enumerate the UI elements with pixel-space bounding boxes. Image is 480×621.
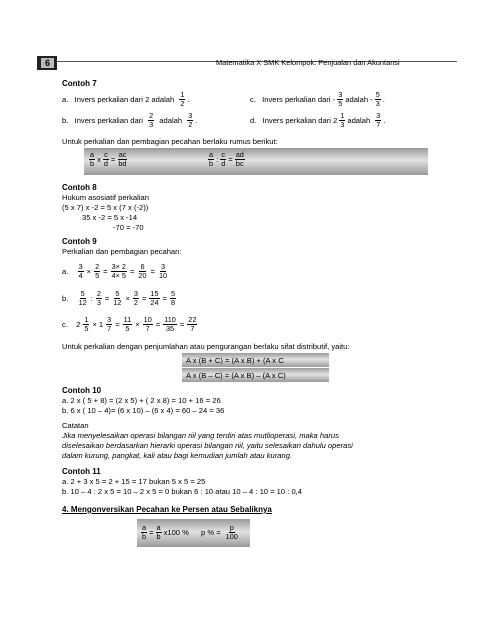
ex11-b: b. 10 – 4 : 2 x 5 = 10 – 2 x 5 = 0 bukan 6 : 10 atau 10 – 4 : 10 = 10 : 0,4: [62, 487, 303, 496]
ex11-title: Contoh 11: [62, 467, 101, 476]
ex7-title: Contoh 7: [62, 79, 97, 88]
formula-box: [84, 148, 428, 175]
label: a.: [62, 95, 69, 104]
ex8-line2: 35 x -2 = 5 x -14: [82, 213, 138, 222]
ex7-b: b. Invers perkalian dari $\frac{2}{3}$ adalah $\frac{3}{2}$ .: [62, 111, 198, 129]
running-title: Matematika X SMK Kelompok: Penjualan dan Akuntansi: [216, 58, 400, 67]
ex8-subtitle: Hukum asosiatif perkalian: [62, 193, 149, 202]
div-formula: $\frac{a}{b}$ : $\frac{c}{d}$ = $\frac{ad}{bc}$: [209, 150, 244, 168]
text: Invers perkalian dari 2 adalah: [74, 95, 175, 104]
page-number: 6: [41, 58, 54, 68]
section-4-heading: 4. Mengonversikan Pecahan ke Persen atau Sebaliknya: [62, 505, 272, 514]
percent-formula-2: p % = $\frac{p}{100}$: [201, 523, 238, 541]
note-line-2: diselesaikan berdasarkan hierarki operasi bilangan riil, yaitu selesaikan dahulu operasi: [62, 441, 353, 450]
fraction: $\frac{3}{7}$: [376, 111, 381, 129]
fraction: $\frac{3}{5}$: [338, 90, 343, 108]
ex11-a: a. 2 + 3 x 5 = 2 + 15 = 17 bukan 5 x 5 = 25: [62, 477, 206, 486]
note-title: Catatan: [62, 421, 89, 430]
percent-formula-1: $\frac{a}{b}$ = $\frac{a}{b}$ x100 %: [142, 523, 189, 541]
ex10-a: a. 2 x ( 5 + 8) = (2 x 5) + ( 2 x 8) = 10 + 16 = 26: [62, 396, 221, 405]
fraction: $\frac{5}{3}$: [375, 90, 380, 108]
ex9-b: b. $\frac{5}{12}$ : $\frac{2}{3}$ = $\frac{5}{12}$ × $\frac{3}{2}$ = $\frac{15}{24}$ = $\frac{5}{8}$: [62, 289, 176, 307]
note-line-3: dalam kurung, pangkat, kali atau bagi kemudian jumlah atau kurang.: [62, 451, 293, 460]
ex8-line3: -70 = -70: [113, 223, 144, 232]
ex9-a: a. $\frac{3}{4}$ × $\frac{2}{5}$ = $\frac{3\times 2}{4\times 5}$ = $\frac{6}{20}$ = $\frac{3}{10}$: [62, 262, 168, 280]
fraction: $\frac{1}{2}$: [180, 90, 185, 108]
ex8-title: Contoh 8: [62, 183, 97, 192]
dist-text: Untuk perkalian dengan penjumlahan atau pengurangan berlaku sifat distributif, yaitu:: [62, 342, 350, 351]
mul-formula: $\frac{a}{b}$ x $\frac{c}{d}$ = $\frac{ac}{bd}$: [90, 150, 127, 168]
dist-formula-2: A x (B – C) = (A x B) – (A x C): [186, 371, 286, 380]
ex9-c: c. 2 $\frac{1}{5}$ × 1 $\frac{3}{7}$ = $\frac{11}{5}$ × $\frac{10}{7}$ = $\frac{110}{35}$ = $\frac{22}{7}$: [62, 315, 197, 333]
ex10-b: b. 6 x ( 10 – 4)= (6 x 10) – (6 x 4) = 60 – 24 = 36: [62, 406, 225, 415]
ex9-title: Contoh 9: [62, 237, 97, 246]
fraction: $\frac{2}{3}$: [149, 111, 154, 129]
ex10-title: Contoh 10: [62, 386, 102, 395]
dist-formula-1: A x (B + C) = (A x B) + (A x C: [186, 356, 284, 365]
ex7-c: c. Invers perkalian dari - $\frac{3}{5}$ adalah - $\frac{5}{3}$ .: [250, 90, 385, 108]
rule-text: Untuk perkalian dan pembagian pecahan berlaku rumus berikut:: [62, 137, 278, 146]
fraction: $\frac{1}{3}$: [340, 111, 345, 129]
ex7-d: d. Invers perkalian dari 2 $\frac{1}{3}$ adalah $\frac{3}{7}$ .: [250, 111, 386, 129]
ex9-subtitle: Perkalian dan pembagian pecahan:: [62, 247, 182, 256]
note-line-1: Jika menyelesaikan operasi bilangan riil yang terdiri atas mutlioperasi, maka harus: [62, 431, 339, 440]
ex7-a: a. Invers perkalian dari 2 adalah $\frac{1}{2}$ .: [62, 90, 190, 108]
ex8-line1: (5 x 7) x -2 = 5 x (7 x (-2)): [62, 203, 149, 212]
fraction: $\frac{3}{2}$: [188, 111, 193, 129]
